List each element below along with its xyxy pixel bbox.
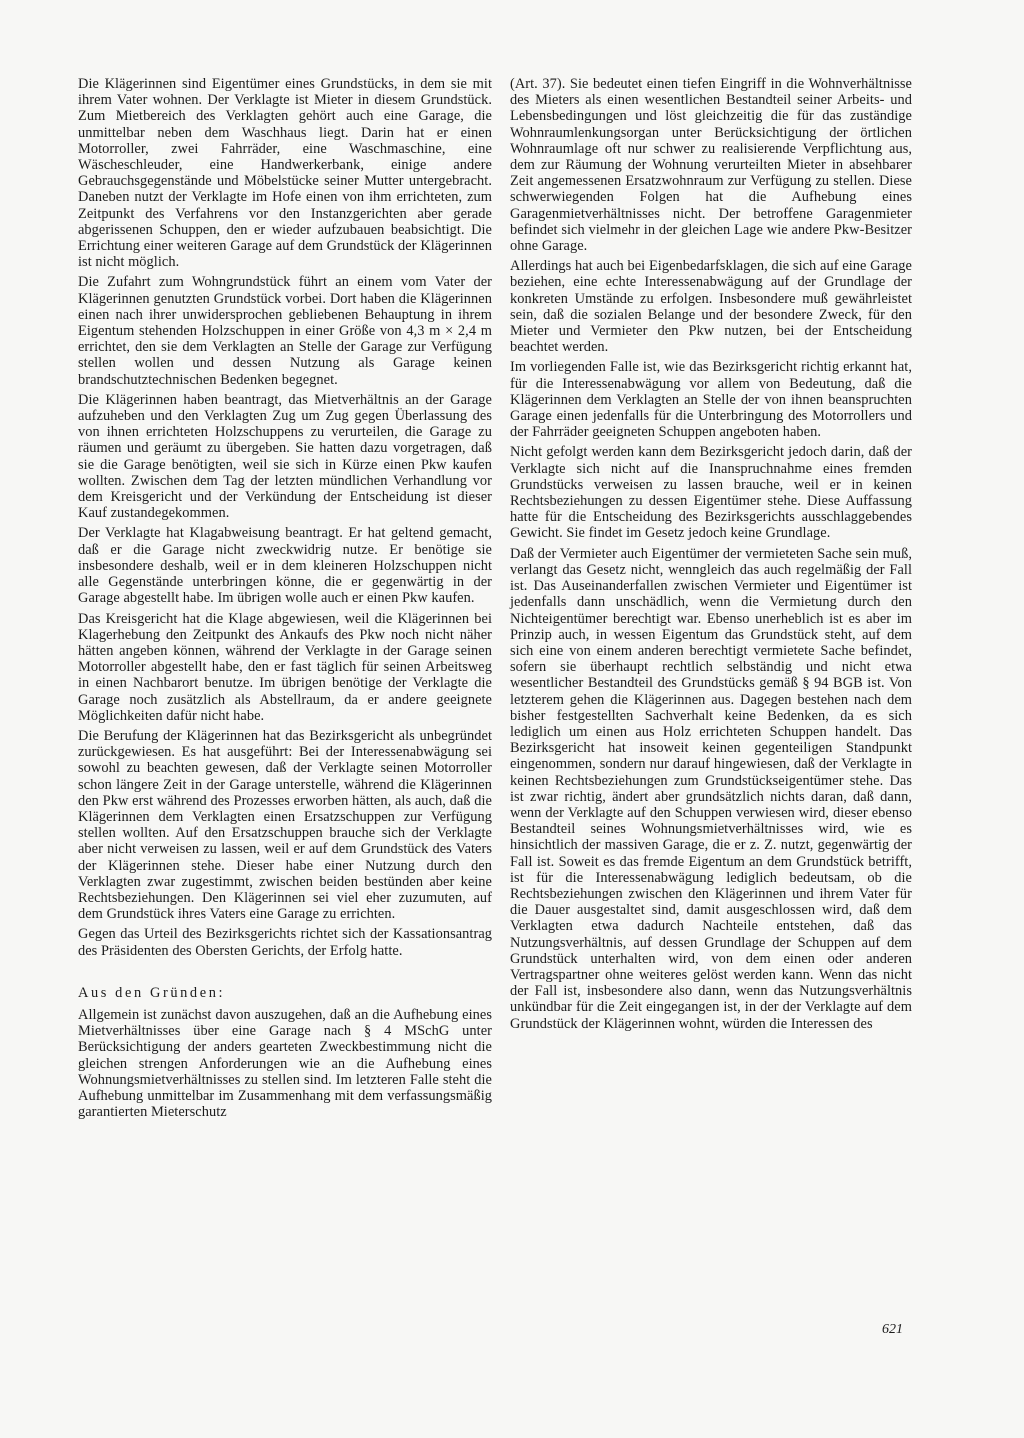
right-column xyxy=(510,76,912,1036)
paragraph: Der Verklagte hat Klagabweisung beantragt. Er hat geltend gemacht, daß er die Garage nicht zweckwidrig nutze. Er benötige sie insbesondere deshalb, weil er in dem kleineren Holzschuppen nicht alle Gegenstände unterbringen könne, die er gegenwärtig in der Garage abgestellt habe. Im übrigen wolle auch er einen Pkw kaufen. xyxy=(78,525,492,607)
paragraph: Gegen das Urteil des Bezirksgerichts richtet sich der Kassationsantrag des Präsidenten des Obersten Gerichts, der Erfolg hatte. xyxy=(78,926,492,959)
section-heading: Aus den Gründen: xyxy=(78,984,226,1001)
paragraph: Daß der Vermieter auch Eigentümer der vermieteten Sache sein muß, verlangt das Gesetz nicht, wenngleich das auch regelmäßig der Fall ist. Das Auseinanderfallen zwischen Vermieter und Eigentümer ist jedenfalls dann unschädlich, wenn die Vermietung durch den Nichteigentümer berechtigt war. Ebenso unerheblich ist es aber im Prinzip auch, in wessen Eigentum das Grundstück steht, auf dem sich eine von einem anderen berechtigt vermietete Sache befindet, sofern sie überhaupt rechtlich selbständig und nicht etwa wesentlicher Bestandteil des Grundstücks gemäß § 94 BGB ist. Von letzterem gehen die Klägerinnen aus. Dagegen bestehen nach dem bisher festgestellten Sachverhalt keine Bedenken, da es sich lediglich um einen aus Holz errichteten Schuppen handelt. Das Bezirksgericht hat insoweit keinen gegenteiligen Standpunkt eingenommen, sondern nur darauf hingewiesen, daß der Verklagte in keinen Rechtsbeziehungen zum Grundstückseigentümer stehe. Das ist zwar richtig, ändert aber grundsätzlich nichts daran, daß dann, wenn der Verklagte auf den Schuppen verwiesen wird, dieser ebenso Bestandteil seines Wohnungsmietverhältnisses wird, wie es hinsichtlich der massiven Garage, die er z. Z. nutzt, gegenwärtig der Fall ist. Soweit es das fremde Eigentum an dem Grundstück betrifft, ist für die Interessenabwägung lediglich bedeutsam, ob die Rechtsbeziehungen zwischen den Klägerinnen und ihrem Vater für die Dauer ausgestaltet sind, damit ausgeschlossen wird, daß dem Verklagten etwa dadurch Nachteile entstehen, daß das Nutzungsverhältnis, auf dessen Grundlage der Schuppen auf dem Grundstück unterhalten wird, von dem einen oder anderen Vertragspartner ohne weiteres gelöst werden kann. Wenn das nicht der Fall ist, insbesondere also dann, wenn das Nutzungsverhältnis unkündbar für die Zeit eingegangen ist, in der der Verklagte auf dem Grundstück der Klägerinnen wohnt, würden die Interessen des xyxy=(510,545,912,1032)
paragraph: (Art. 37). Sie bedeutet einen tiefen Eingriff in die Wohnverhältnisse des Mieters als einen wesentlichen Bestandteil seiner Arbeits- und Lebensbedingungen und löst gleichzeitig die für das zuständige Wohnraumlenkungsorgan unter Berücksichtigung der örtlichen Wohnraumlage oft nur schwer zu realisierende Verpflichtung aus, dem zur Räumung der Wohnung verurteilten Mieter in absehbarer Zeit angemessenen Ersatzwohnraum zur Verfügung zu stellen. Diese schwerwiegenden Folgen hat die Aufhebung eines Garagenmietverhältnisses nicht. Der betroffene Garagenmieter befindet sich vielmehr in der gleichen Lage wie andere Pkw-Besitzer ohne Garage. xyxy=(510,76,912,255)
paragraph: Die Klägerinnen haben beantragt, das Mietverhältnis an der Garage aufzuheben und den Verklagten Zug um Zug gegen Überlassung des von ihnen errichteten Holzschuppens zu verurteilen, die Garage zu räumen und geräumt zu übergeben. Sie hatten dazu vorgetragen, daß sie die Garage benötigten, weil sie sich in Kürze einen Pkw kaufen wollten. Zwischen dem Tag der letzten mündlichen Verhandlung vor dem Kreisgericht und der Verkündung der Entscheidung ist dieser Kauf zustandegekommen. xyxy=(78,391,492,522)
paragraph: Allerdings hat auch bei Eigenbedarfsklagen, die sich auf eine Garage beziehen, eine echte Interessenabwägung auf der Grundlage der konkreten Umstände zu erfolgen. Insbesondere muß gewährleistet sein, daß die sozialen Belange und der besondere Zweck, für den Mieter und Vermieter den Pkw nutzen, bei der Entscheidung beachtet werden. xyxy=(510,258,912,356)
paragraph: Im vorliegenden Falle ist, wie das Bezirksgericht richtig erkannt hat, für die Interessenabwägung vor allem von Bedeutung, daß die Klägerinnen dem Verklagten an Stelle der von ihnen beanspruchten Garage einen jedenfalls für die Unterbringung des Motorrollers und der Fahrräder geeigneten Schuppen angeboten haben. xyxy=(510,359,912,441)
paragraph: Die Berufung der Klägerinnen hat das Bezirksgericht als unbegründet zurückgewiesen. Es hat ausgeführt: Bei der Interessenabwägung sei sowohl zu beachten gewesen, daß der Verklagte seinen Motorroller schon längere Zeit in der Garage unterstelle, während die Klägerinnen den Pkw erst während des Prozesses erworben hätten, als auch, daß die Klägerinnen dem Verklagten einen Ersatzschuppen zur Verfügung stellen wollten. Auf den Ersatzschuppen brauche sich der Verklagte aber nicht verweisen zu lassen, weil er auf dem Grundstück des Vaters der Klägerinnen stehe. Dieser habe einer Nutzung durch den Verklagten zwar zugestimmt, zwischen beiden bestünden aber keine Rechtsbeziehungen. Den Klägerinnen sei viel eher zuzumuten, auf dem Grundstück ihres Vaters eine Garage zu errichten. xyxy=(78,727,492,923)
paragraph: Die Klägerinnen sind Eigentümer eines Grundstücks, in dem sie mit ihrem Vater wohnen. Der Verklagte ist Mieter in diesem Grundstück. Zum Mietbereich des Verklagten gehört auch eine Garage, die unmittelbar neben dem Waschhaus liegt. Darin hat er einen Motorroller, zwei Fahrräder, eine Waschmaschine, eine Wäscheschleuder, eine Handwerkerbank, einige andere Gebrauchsgegenstände und Möbelstücke seiner Mutter untergebracht. Daneben nutzt der Verklagte im Hofe einen von ihm errichteten, zum Zeitpunkt des Verfahrens vor den Instanzgerichten aber gerade abgerissenen Schuppen, den er wieder aufzubauen beabsichtigt. Die Errichtung einer weiteren Garage auf dem Grundstück der Klägerinnen ist nicht möglich. xyxy=(78,76,492,271)
paragraph: Die Zufahrt zum Wohngrundstück führt an einem vom Vater der Klägerinnen genutzten Grundstück vorbei. Dort haben die Klägerinnen einen nach ihrer unwidersprochen gebliebenen Behauptung in ihrem Eigentum stehenden Holzschuppen in einer Größe von 4,3 m × 2,4 m errichtet, den sie dem Verklagten an Stelle der Garage zur Verfügung stellen wollen und dessen Nutzung als Garage keinen brandschutztechnischen Bedenken begegnet. xyxy=(78,274,492,388)
paragraph: Allgemein ist zunächst davon auszugehen, daß an die Aufhebung eines Mietverhältnisses über eine Garage nach § 4 MSchG unter Berücksichtigung der anders gearteten Zweckbestimmung nicht die gleichen strengen Anforderungen wie an die Aufhebung eines Wohnungsmietverhältnisses zu stellen sind. Im letzteren Falle steht die Aufhebung unmittelbar im Zusammenhang mit dem verfassungsmäßig garantierten Mieterschutz xyxy=(78,1006,492,1121)
paragraph: Das Kreisgericht hat die Klage abgewiesen, weil die Klägerinnen bei Klagerhebung den Zeitpunkt des Ankaufs des Pkw noch nicht näher hätten angeben können, während der Verklagte in der Garage seinen Motorroller abgestellt habe, den er fast täglich für seinen Arbeitsweg in einen Nachbarort benutze. Im übrigen benötige der Verklagte die Garage noch zusätzlich als Abstellraum, da er andere geeignete Möglichkeiten dafür nicht habe. xyxy=(78,610,492,724)
page-number: 621 xyxy=(882,1322,903,1337)
paragraph: Nicht gefolgt werden kann dem Bezirksgericht jedoch darin, daß der Verklagte sich nicht auf die Inanspruchnahme eines fremden Grundstücks verweisen zu lassen brauche, weil er in keinen Rechtsbeziehungen zu dessen Eigentümer stehe. Diese Auffassung hatte für die Entscheidung des Bezirksgerichts ausschlaggebendes Gewicht. Sie findet im Gesetz jedoch keine Grundlage. xyxy=(510,444,912,542)
left-column xyxy=(78,76,492,1124)
